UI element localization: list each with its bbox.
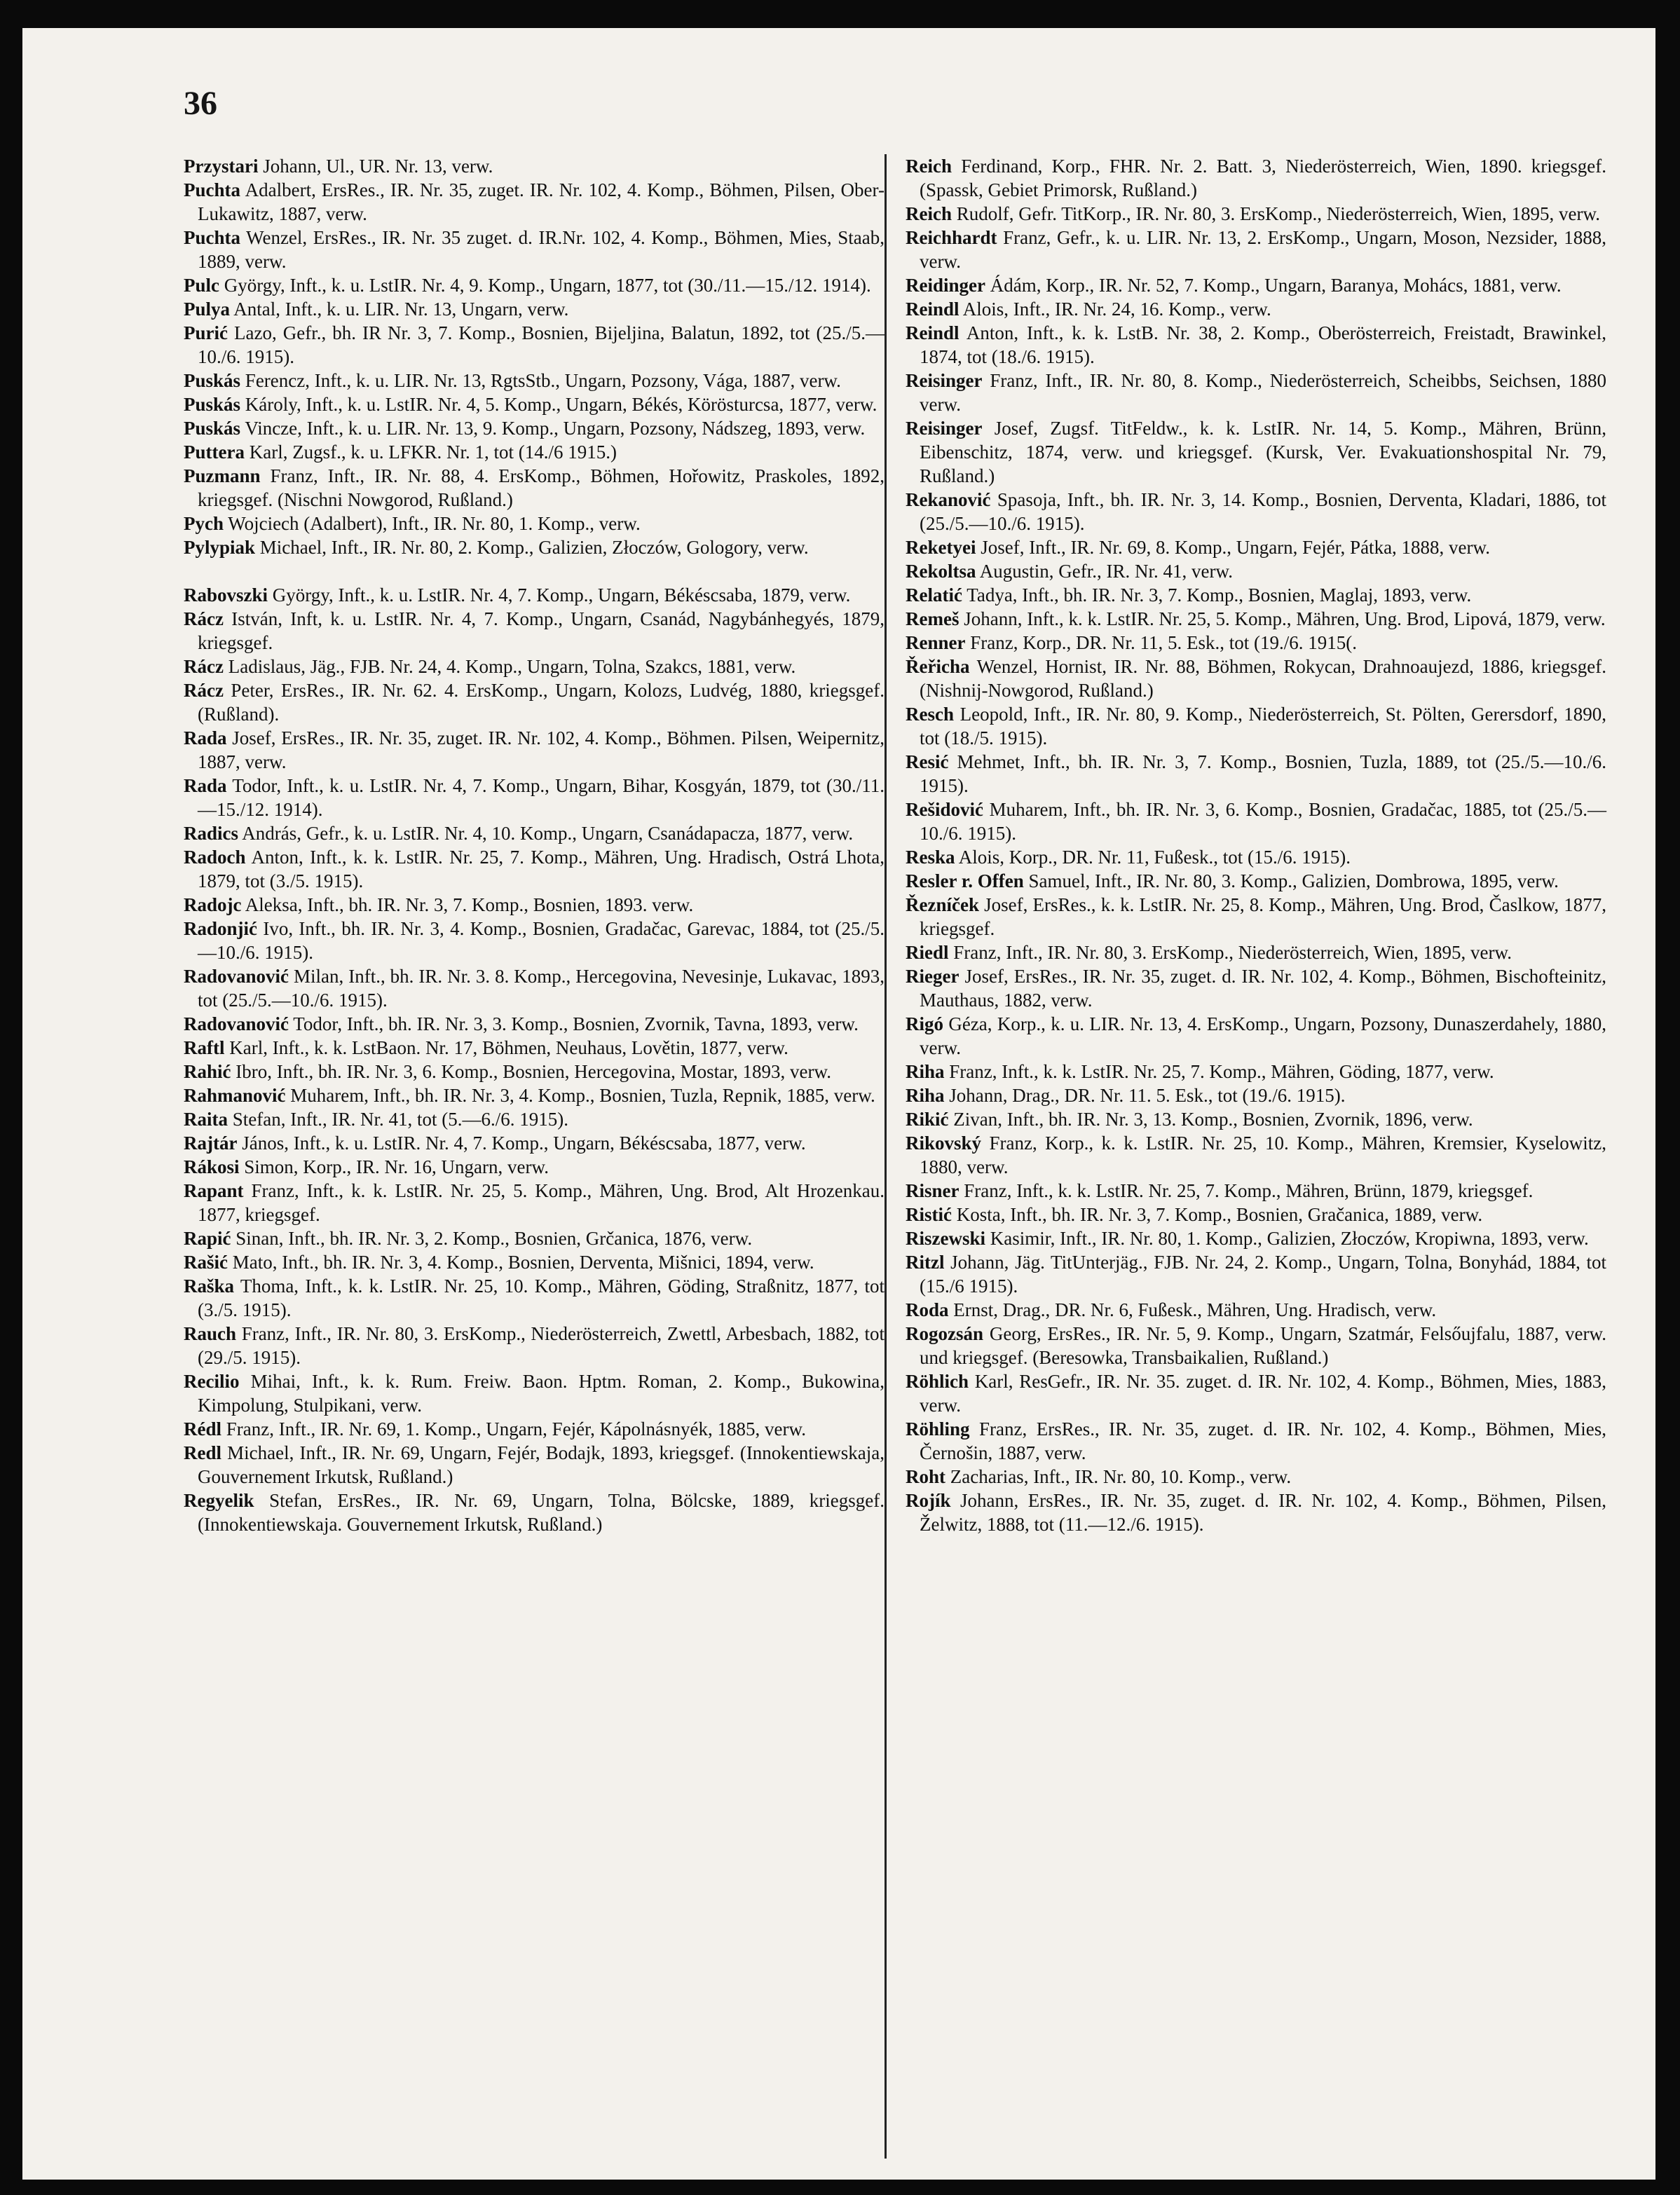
entry-details: Thoma, Inft., k. k. LstIR. Nr. 25, 10. Komp., Mähren, Göding, Straßnitz, 1877, tot (3./5. 1915). (198, 1276, 885, 1320)
entry-details: Muharem, Inft., bh. IR. Nr. 3, 4. Komp., Bosnien, Tuzla, Repnik, 1885, verw. (290, 1085, 875, 1106)
list-item (184, 1083, 885, 1107)
entry-surname: Risner (906, 1180, 959, 1201)
entry-surname: Riha (906, 1061, 945, 1082)
entry-details: Franz, Inft., IR. Nr. 69, 1. Komp., Ungarn, Fejér, Kápolnásnyék, 1885, verw. (226, 1418, 807, 1440)
entry-surname: Riha (906, 1085, 945, 1106)
entry-surname: Radoch (184, 847, 246, 868)
entry-details: Ferdinand, Korp., FHR. Nr. 2. Batt. 3, Niederösterreich, Wien, 1890. kriegsgef. (Spassk, Gebiet Primorsk, Rußland.) (920, 156, 1607, 200)
entry-details: György, Inft., k. u. LstIR. Nr. 4, 7. Komp., Ungarn, Békéscsaba, 1879, verw. (272, 584, 851, 606)
entry-surname: Rogozsán (906, 1323, 984, 1344)
entry-details: Wenzel, Hornist, IR. Nr. 88, Böhmen, Rokycan, Drahnoaujezd, 1886, kriegsgef. (Nishnij-Nowgorod, Rußland.) (920, 656, 1606, 701)
list-item (184, 369, 885, 392)
list-item (906, 154, 1606, 202)
entry-surname: Rapant (184, 1180, 244, 1201)
entry-details: Franz, Inft., k. k. LstIR. Nr. 25, 7. Komp., Mähren, Göding, 1877, verw. (949, 1061, 1494, 1082)
entry-surname: Reichhardt (906, 227, 997, 248)
list-item (906, 1417, 1606, 1465)
list-item (906, 750, 1606, 798)
entry-surname: Puchta (184, 227, 240, 248)
entry-surname: Rekoltsa (906, 561, 976, 582)
entry-details: Ádám, Korp., IR. Nr. 52, 7. Komp., Ungarn, Baranya, Mohács, 1881, verw. (990, 275, 1562, 296)
entry-details: Franz, Korp., DR. Nr. 11, 5. Esk., tot (19./6. 1915(. (970, 632, 1357, 653)
list-item (184, 416, 885, 440)
entry-details: Josef, Inft., IR. Nr. 69, 8. Komp., Ungarn, Fejér, Pátka, 1888, verw. (981, 537, 1491, 558)
entry-details: Josef, ErsRes., IR. Nr. 35, zuget. d. IR. Nr. 102, 4. Komp., Böhmen, Bischofteinitz, Mauthaus, 1882, verw. (920, 966, 1606, 1011)
entry-details: István, Inft, k. u. LstIR. Nr. 4, 7. Komp., Ungarn, Csanád, Nagybánhegyés, 1879, kriegsgef. (198, 608, 885, 653)
list-item (906, 1250, 1606, 1298)
entry-details: Todor, Inft., k. u. LstIR. Nr. 4, 7. Komp., Ungarn, Bihar, Kosgyán, 1879, tot (30./11.—15./12. 1914). (198, 775, 885, 820)
list-item (906, 869, 1606, 893)
list-item (184, 1179, 885, 1226)
entry-surname: Rácz (184, 608, 224, 629)
list-item (906, 1179, 1606, 1203)
list-item (906, 1369, 1606, 1417)
list-item (906, 1107, 1606, 1131)
entry-surname: Rajtár (184, 1133, 238, 1154)
list-item (906, 1060, 1606, 1083)
entry-details: Rudolf, Gefr. TitKorp., IR. Nr. 80, 3. ErsKomp., Niederösterreich, Wien, 1895, verw. (956, 203, 1601, 224)
entry-details: Kasimir, Inft., IR. Nr. 80, 1. Komp., Galizien, Złoczów, Kropiwna, 1893, verw. (990, 1228, 1589, 1249)
document-page (22, 28, 1655, 2180)
entry-details: Josef, ErsRes., IR. Nr. 35, zuget. IR. Nr. 102, 4. Komp., Böhmen. Pilsen, Weipernitz, 1887, verw. (198, 727, 885, 772)
entry-details: Zacharias, Inft., IR. Nr. 80, 10. Komp., verw. (950, 1466, 1292, 1487)
entry-details: Ernst, Drag., DR. Nr. 6, Fußesk., Mähren, Ung. Hradisch, verw. (953, 1299, 1437, 1320)
list-item (906, 369, 1606, 416)
list-item (184, 1369, 885, 1417)
entry-surname: Rešidović (906, 799, 983, 820)
entry-details: Leopold, Inft., IR. Nr. 80, 9. Komp., Niederösterreich, St. Pölten, Gerersdorf, 1890, tot (18./5. 1915). (920, 704, 1607, 748)
entry-surname: Rada (184, 727, 227, 748)
entry-details: Lazo, Gefr., bh. IR Nr. 3, 7. Komp., Bosnien, Bijeljina, Balatun, 1892, tot (25./5.—10./6. 1915). (198, 322, 885, 367)
entry-surname: Puskás (184, 394, 241, 415)
list-item (906, 798, 1606, 845)
entry-details: Tadya, Inft., bh. IR. Nr. 3, 7. Komp., Bosnien, Maglaj, 1893, verw. (967, 584, 1472, 606)
entry-details: Franz, Inft., IR. Nr. 88, 4. ErsKomp., Böhmen, Hořowitz, Praskoles, 1892, kriegsgef. (Nischni Nowgorod, Rußland.) (198, 465, 885, 510)
list-item (184, 464, 885, 512)
entry-details: Karl, Zugsf., k. u. LFKR. Nr. 1, tot (14./6 1915.) (249, 442, 617, 463)
list-item (906, 964, 1606, 1012)
list-item (184, 273, 885, 297)
list-item (184, 821, 885, 845)
list-item (906, 273, 1606, 297)
entry-details: Georg, ErsRes., IR. Nr. 5, 9. Komp., Ungarn, Szatmár, Felsőujfalu, 1887, verw. und kriegsgef. (Beresowka, Transbaikalien, Rußland.) (920, 1323, 1606, 1368)
list-item (184, 1489, 885, 1536)
entry-surname: Relatić (906, 584, 962, 606)
list-item (906, 1083, 1606, 1107)
entry-surname: Raška (184, 1276, 235, 1297)
entry-details: Ladislaus, Jäg., FJB. Nr. 24, 4. Komp., Ungarn, Tolna, Szakcs, 1881, verw. (228, 656, 796, 677)
entry-details: György, Inft., k. u. LstIR. Nr. 4, 9. Komp., Ungarn, 1877, tot (30./11.—15./12. 1914). (224, 275, 871, 296)
entry-surname: Rikić (906, 1109, 949, 1130)
entry-details: Ibro, Inft., bh. IR. Nr. 3, 6. Komp., Bosnien, Hercegovina, Mostar, 1893, verw. (235, 1061, 832, 1082)
entry-surname: Rapić (184, 1228, 231, 1249)
entry-surname: Řezníček (906, 894, 979, 915)
entry-details: Peter, ErsRes., IR. Nr. 62. 4. ErsKomp., Ungarn, Kolozs, Ludvég, 1880, kriegsgef. (Rußland). (198, 680, 885, 725)
list-item (184, 297, 885, 321)
entry-details: Géza, Korp., k. u. LIR. Nr. 13, 4. ErsKomp., Ungarn, Pozsony, Dunaszerdahely, 1880, verw. (920, 1013, 1606, 1058)
list-item (906, 226, 1606, 273)
list-item (906, 941, 1606, 964)
entry-surname: Rákosi (184, 1156, 240, 1177)
list-item (184, 1322, 885, 1369)
entry-details: Spasoja, Inft., bh. IR. Nr. 3, 14. Komp., Bosnien, Derventa, Kladari, 1886, tot (25./5.—10./6. 1915). (920, 489, 1607, 534)
entry-surname: Pulc (184, 275, 219, 296)
entry-surname: Pulya (184, 299, 231, 320)
entry-surname: Riszewski (906, 1228, 985, 1249)
entry-details: Milan, Inft., bh. IR. Nr. 3. 8. Komp., Hercegovina, Nevesinje, Lukavac, 1893, tot (25./5.—10./6. 1915). (198, 966, 885, 1011)
entry-surname: Rašić (184, 1252, 228, 1273)
page-number: 36 (184, 85, 217, 122)
list-item (184, 1155, 885, 1179)
entry-surname: Reindl (906, 322, 959, 343)
entry-surname: Raita (184, 1109, 228, 1130)
entry-details: Simon, Korp., IR. Nr. 16, Ungarn, verw. (244, 1156, 549, 1177)
list-item (906, 631, 1606, 655)
entry-surname: Raftl (184, 1037, 225, 1058)
entry-surname: Röhling (906, 1418, 970, 1440)
entry-details: Aleksa, Inft., bh. IR. Nr. 3, 7. Komp., Bosnien, 1893. verw. (245, 894, 694, 915)
entry-details: Muharem, Inft., bh. IR. Nr. 3, 6. Komp., Bosnien, Gradačac, 1885, tot (25./5.—10./6. 1915). (920, 799, 1607, 844)
list-item (184, 774, 885, 821)
entry-details: Johann, Jäg. TitUnterjäg., FJB. Nr. 24, 2. Komp., Ungarn, Tolna, Bonyhád, 1884, tot (15./6 1915). (920, 1252, 1607, 1297)
entry-details: Wenzel, ErsRes., IR. Nr. 35 zuget. d. IR.Nr. 102, 4. Komp., Böhmen, Mies, Staab, 1889, verw. (198, 227, 885, 272)
entry-details: Anton, Inft., k. k. LstIR. Nr. 25, 7. Komp., Mähren, Ung. Hradisch, Ostrá Lhota, 1879, tot (3./5. 1915). (198, 847, 885, 891)
right-column (906, 154, 1606, 1536)
entry-surname: Puzmann (184, 465, 261, 486)
entry-surname: Reidinger (906, 275, 985, 296)
list-item (906, 1489, 1606, 1536)
list-item (184, 1060, 885, 1083)
entry-details: Augustin, Gefr., IR. Nr. 41, verw. (979, 561, 1233, 582)
entry-details: Ivo, Inft., bh. IR. Nr. 3, 4. Komp., Bosnien, Gradačac, Garevac, 1884, tot (25./5.—10./6. 1915). (198, 918, 885, 963)
list-item (184, 1250, 885, 1274)
entry-details: Wojciech (Adalbert), Inft., IR. Nr. 80, 1. Komp., verw. (228, 513, 641, 534)
entry-details: János, Inft., k. u. LstIR. Nr. 4, 7. Komp., Ungarn, Békéscsaba, 1877, verw. (242, 1133, 806, 1154)
entry-details: Josef, ErsRes., k. k. LstIR. Nr. 25, 8. Komp., Mähren, Ung. Brod, Časlkow, 1877, kriegsgef. (920, 894, 1606, 939)
entry-details: Kosta, Inft., bh. IR. Nr. 3, 7. Komp., Bosnien, Gračanica, 1889, verw. (956, 1204, 1483, 1225)
list-item (906, 535, 1606, 559)
entry-details: Vincze, Inft., k. u. LIR. Nr. 13, 9. Komp., Ungarn, Pozsony, Nádszeg, 1893, verw. (245, 418, 866, 439)
list-item (906, 583, 1606, 607)
entry-details: Johann, Ul., UR. Nr. 13, verw. (263, 156, 493, 177)
list-item (906, 202, 1606, 226)
entry-details: Samuel, Inft., IR. Nr. 80, 3. Komp., Galizien, Dombrowa, 1895, verw. (1028, 870, 1559, 891)
entry-details: Josef, Zugsf. TitFeldw., k. k. LstIR. Nr. 14, 5. Komp., Mähren, Brünn, Eibenschitz, 1874, verw. und kriegsgef. (Kursk, Ver. Evakuationshospital Nr. 79, Rußland.) (920, 418, 1606, 486)
entry-surname: Puttera (184, 442, 245, 463)
list-item (906, 1131, 1606, 1179)
list-item (184, 535, 885, 559)
entry-details: Stefan, ErsRes., IR. Nr. 69, Ungarn, Tolna, Bölcske, 1889, kriegsgef. (Innokentiewskaja. Gouvernement Irkutsk, Rußland.) (198, 1490, 885, 1535)
entry-surname: Renner (906, 632, 966, 653)
entry-surname: Rahić (184, 1061, 231, 1082)
entry-surname: Radovanović (184, 1013, 289, 1034)
entry-surname: Reisinger (906, 370, 983, 391)
entry-surname: Rahmanović (184, 1085, 286, 1106)
entry-surname: Radics (184, 823, 239, 844)
entry-details: Mehmet, Inft., bh. IR. Nr. 3, 7. Komp., Bosnien, Tuzla, 1889, tot (25./5.—10./6. 1915). (920, 751, 1606, 796)
list-item (184, 512, 885, 535)
entry-details: Franz, Inft., IR. Nr. 80, 3. ErsKomp., Niederösterreich, Zwettl, Arbesbach, 1882, tot (29./5. 1915). (198, 1323, 885, 1368)
entry-surname: Pylypiak (184, 537, 256, 558)
entry-surname: Röhlich (906, 1371, 969, 1392)
list-item (906, 488, 1606, 535)
list-item (184, 1036, 885, 1060)
list-item (184, 1417, 885, 1441)
entry-surname: Puskás (184, 418, 241, 439)
entry-surname: Puchta (184, 179, 240, 200)
entry-surname: Rácz (184, 656, 224, 677)
entry-details: Sinan, Inft., bh. IR. Nr. 3, 2. Komp., Bosnien, Grčanica, 1876, verw. (235, 1228, 753, 1249)
list-item (184, 321, 885, 369)
entry-surname: Ritzl (906, 1252, 945, 1273)
entry-surname: Radovanović (184, 966, 289, 987)
list-item (184, 726, 885, 774)
entry-surname: Przystari (184, 156, 259, 177)
entry-surname: Rauch (184, 1323, 237, 1344)
entry-details: Franz, Inft., IR. Nr. 80, 8. Komp., Niederösterreich, Scheibbs, Seichsen, 1880 verw. (920, 370, 1606, 415)
entry-surname: Recilio (184, 1371, 240, 1392)
entry-details: Franz, Inft., k. k. LstIR. Nr. 25, 5. Komp., Mähren, Ung. Brod, Alt Hrozenkau. 1877, kriegsgef. (198, 1180, 885, 1225)
entry-details: Franz, Gefr., k. u. LIR. Nr. 13, 2. ErsKomp., Ungarn, Moson, Nezsider, 1888, verw. (920, 227, 1607, 272)
list-item (906, 416, 1606, 488)
list-item (906, 1226, 1606, 1250)
entry-surname: Puskás (184, 370, 241, 391)
entry-surname: Roht (906, 1466, 946, 1487)
list-item (906, 321, 1606, 369)
entry-details: András, Gefr., k. u. LstIR. Nr. 4, 10. Komp., Ungarn, Csanádapacza, 1877, verw. (242, 823, 854, 844)
list-item (184, 154, 885, 178)
entry-surname: Purić (184, 322, 228, 343)
entry-surname: Reindl (906, 299, 959, 320)
entry-surname: Rojík (906, 1490, 951, 1511)
section-gap (184, 559, 885, 583)
list-item (906, 1298, 1606, 1322)
entry-surname: Radonjić (184, 918, 258, 939)
entry-surname: Ristić (906, 1204, 952, 1225)
list-item (184, 392, 885, 416)
list-item (906, 1012, 1606, 1060)
entry-details: Anton, Inft., k. k. LstB. Nr. 38, 2. Komp., Oberösterreich, Freistadt, Brawinkel, 1874, tot (18./6. 1915). (920, 322, 1606, 367)
list-item (184, 226, 885, 273)
entry-surname: Rédl (184, 1418, 221, 1440)
entry-details: Michael, Inft., IR. Nr. 69, Ungarn, Fejér, Bodajk, 1893, kriegsgef. (Innokentiewskaja, Gouvernement Irkutsk, Rußland.) (198, 1442, 885, 1487)
list-item (184, 178, 885, 226)
entry-details: Alois, Inft., IR. Nr. 24, 16. Komp., verw. (962, 299, 1271, 320)
entry-surname: Resch (906, 704, 954, 725)
list-item (184, 893, 885, 917)
entry-surname: Rada (184, 775, 227, 796)
entry-surname: Reketyei (906, 537, 976, 558)
list-item (184, 964, 885, 1012)
entry-surname: Rikovský (906, 1133, 982, 1154)
entry-details: Mato, Inft., bh. IR. Nr. 3, 4. Komp., Bosnien, Derventa, Mišnici, 1894, verw. (232, 1252, 814, 1273)
list-item (906, 1322, 1606, 1369)
list-item (184, 1012, 885, 1036)
entry-surname: Reich (906, 156, 952, 177)
list-item (906, 1203, 1606, 1226)
entry-details: Franz, Korp., k. k. LstIR. Nr. 25, 10. Komp., Mähren, Kremsier, Kyselowitz, 1880, verw. (920, 1133, 1606, 1177)
list-item (184, 917, 885, 964)
list-item (906, 655, 1606, 702)
entry-details: Johann, Drag., DR. Nr. 11. 5. Esk., tot (19./6. 1915). (949, 1085, 1346, 1106)
entry-surname: Reich (906, 203, 952, 224)
entry-details: Johann, ErsRes., IR. Nr. 35, zuget. d. IR. Nr. 102, 4. Komp., Böhmen, Pilsen, Želwitz, 1888, tot (11.—12./6. 1915). (920, 1490, 1606, 1535)
entry-details: Michael, Inft., IR. Nr. 80, 2. Komp., Galizien, Złoczów, Gologory, verw. (259, 537, 809, 558)
entry-surname: Rekanović (906, 489, 991, 510)
list-item (906, 702, 1606, 750)
entry-surname: Resić (906, 751, 949, 772)
entry-surname: Rieger (906, 966, 959, 987)
list-item (184, 1107, 885, 1131)
left-column (184, 154, 885, 1536)
entry-surname: Radojc (184, 894, 242, 915)
entry-surname: Roda (906, 1299, 949, 1320)
entry-surname: Rigó (906, 1013, 943, 1034)
entry-details: Ferencz, Inft., k. u. LIR. Nr. 13, RgtsStb., Ungarn, Pozsony, Vága, 1887, verw. (245, 370, 841, 391)
list-item (906, 845, 1606, 869)
entry-surname: Redl (184, 1442, 221, 1463)
list-item (184, 607, 885, 655)
entry-details: Károly, Inft., k. u. LstIR. Nr. 4, 5. Komp., Ungarn, Békés, Körösturcsa, 1877, verw. (245, 394, 877, 415)
list-item (184, 678, 885, 726)
list-item (184, 1274, 885, 1322)
entry-surname: Rácz (184, 680, 224, 701)
entry-details: Karl, Inft., k. k. LstBaon. Nr. 17, Böhmen, Neuhaus, Lovětin, 1877, verw. (229, 1037, 788, 1058)
entry-surname: Riedl (906, 942, 949, 963)
entry-details: Adalbert, ErsRes., IR. Nr. 35, zuget. IR. Nr. 102, 4. Komp., Böhmen, Pilsen, Ober-Lukawitz, 1887, verw. (198, 179, 885, 224)
list-item (906, 297, 1606, 321)
entry-surname: Řeřicha (906, 656, 970, 677)
entry-details: Mihai, Inft., k. k. Rum. Freiw. Baon. Hptm. Roman, 2. Komp., Bukowina, Kimpolung, Stulpikani, verw. (198, 1371, 885, 1416)
entry-surname: Remeš (906, 608, 959, 629)
list-item (906, 607, 1606, 631)
list-item (906, 1465, 1606, 1489)
entry-surname: Reska (906, 847, 955, 868)
list-item (184, 1441, 885, 1489)
list-item (184, 440, 885, 464)
entry-details: Johann, Inft., k. k. LstIR. Nr. 25, 5. Komp., Mähren, Ung. Brod, Lipová, 1879, verw. (964, 608, 1606, 629)
entry-details: Stefan, Inft., IR. Nr. 41, tot (5.—6./6. 1915). (232, 1109, 568, 1130)
entry-surname: Pych (184, 513, 224, 534)
entry-details: Franz, ErsRes., IR. Nr. 35, zuget. d. IR. Nr. 102, 4. Komp., Böhmen, Mies, Černošin, 1887, verw. (920, 1418, 1606, 1463)
entry-surname: Resler r. Offen (906, 870, 1024, 891)
entry-details: Alois, Korp., DR. Nr. 11, Fußesk., tot (15./6. 1915). (958, 847, 1351, 868)
list-item (906, 893, 1606, 941)
entry-surname: Regyelik (184, 1490, 254, 1511)
list-item (184, 1131, 885, 1155)
list-item (184, 1226, 885, 1250)
list-item (906, 559, 1606, 583)
entry-details: Zivan, Inft., bh. IR. Nr. 3, 13. Komp., Bosnien, Zvornik, 1896, verw. (953, 1109, 1473, 1130)
entry-details: Franz, Inft., IR. Nr. 80, 3. ErsKomp., Niederösterreich, Wien, 1895, verw. (953, 942, 1512, 963)
entry-details: Todor, Inft., bh. IR. Nr. 3, 3. Komp., Bosnien, Zvornik, Tavna, 1893, verw. (293, 1013, 859, 1034)
entry-details: Franz, Inft., k. k. LstIR. Nr. 25, 7. Komp., Mähren, Brünn, 1879, kriegsgef. (964, 1180, 1534, 1201)
entry-surname: Reisinger (906, 418, 983, 439)
list-item (184, 583, 885, 607)
list-item (184, 845, 885, 893)
entry-details: Karl, ResGefr., IR. Nr. 35. zuget. d. IR. Nr. 102, 4. Komp., Böhmen, Mies, 1883, verw. (920, 1371, 1607, 1416)
entry-surname: Rabovszki (184, 584, 268, 606)
list-item (184, 655, 885, 678)
entry-details: Antal, Inft., k. u. LIR. Nr. 13, Ungarn, verw. (233, 299, 569, 320)
